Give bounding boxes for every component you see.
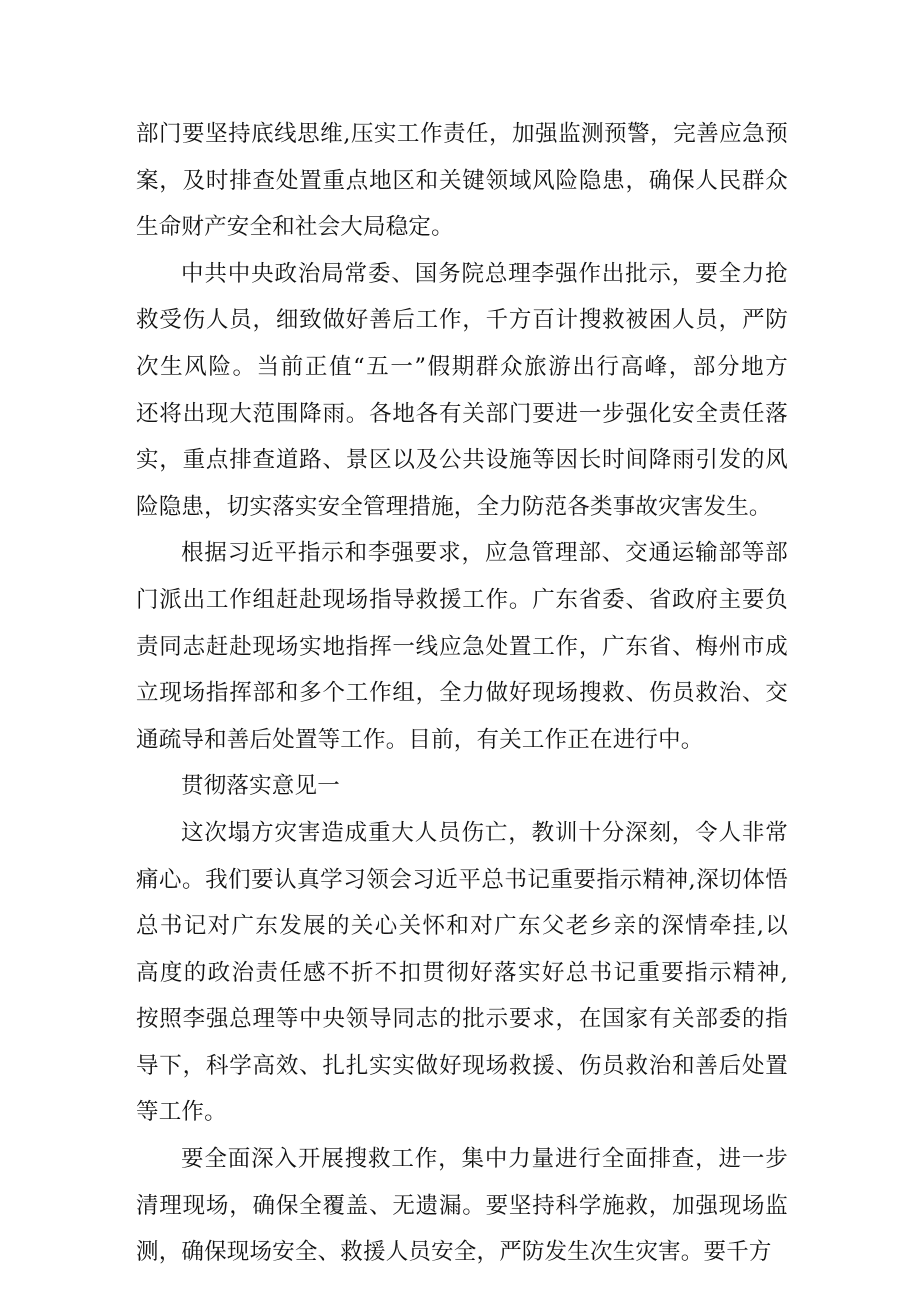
text-line: 等工作。 [136,1099,227,1126]
paragraph-p5 [136,810,788,1136]
text-line: 部门要坚持底线思维,压实工作责任，加强监测预警，完善应急预 [136,121,788,147]
text-line: 还将出现大范围降雨。各地各有关部门要进一步强化安全责任落 [136,400,788,427]
text-line: 高度的政治责任感不折不扣贯彻好落实好总书记重要指示精神, [136,959,788,986]
text-line: 总书记对广东发展的关心关怀和对广东父老乡亲的深情牵挂,以 [136,913,788,940]
text-line: 救受伤人员，细致做好善后工作，千方百计搜救被困人员，严防 [136,307,788,334]
text-line: 这次塌方灾害造成重大人员伤亡，教训十分深刻，令人非常 [181,819,788,846]
text-line: 责同志赶赴现场实地指挥一线应急处置工作，广东省、梅州市成 [136,633,788,660]
text-line: 痛心。我们要认真学习领会习近平总书记重要指示精神,深切体悟 [136,866,788,893]
text-line: 险隐患，切实落实安全管理措施，全力防范各类事故灾害发生。 [136,493,772,520]
text-line: 导下，科学高效、扎扎实实做好现场救援、伤员救治和善后处置 [136,1052,788,1079]
text-line: 生命财产安全和社会大局稳定。 [136,214,454,241]
text-line: 根据习近平指示和李强要求，应急管理部、交通运输部等部 [181,540,788,567]
text-line: 门派出工作组赶赴现场指导救援工作。广东省委、省政府主要负 [136,586,788,613]
text-line: 按照李强总理等中央领导同志的批示要求，在国家有关部委的指 [136,1006,788,1033]
text-line: 要全面深入开展搜救工作，集中力量进行全面排查，进一步 [181,1146,788,1173]
document-body [136,111,788,1276]
text-line: 次生风险。当前正值“五一”假期群众旅游出行高峰，部分地方 [136,353,788,380]
text-line: 案，及时排查处置重点地区和关键领域风险隐患，确保人民群众 [136,167,788,194]
text-line: 清理现场，确保全覆盖、无遗漏。要坚持科学施救，加强现场监 [136,1192,788,1219]
text-line: 测，确保现场安全、救援人员安全，严防发生次生灾害。要千方 [136,1239,772,1266]
text-line: 贯彻落实意见一 [181,773,340,800]
paragraph-p4 [136,763,788,810]
paragraph-p3 [136,530,788,763]
text-line: 立现场指挥部和多个工作组，全力做好现场搜救、伤员救治、交 [136,680,788,707]
paragraph-p1 [136,111,788,251]
text-line: 实，重点排查道路、景区以及公共设施等因长时间降雨引发的风 [136,447,788,474]
text-line: 通疏导和善后处置等工作。目前，有关工作正在进行中。 [136,726,704,753]
paragraph-p6 [136,1136,788,1276]
paragraph-p2 [136,251,788,531]
text-line: 中共中央政治局常委、国务院总理李强作出批示，要全力抢 [181,260,788,287]
